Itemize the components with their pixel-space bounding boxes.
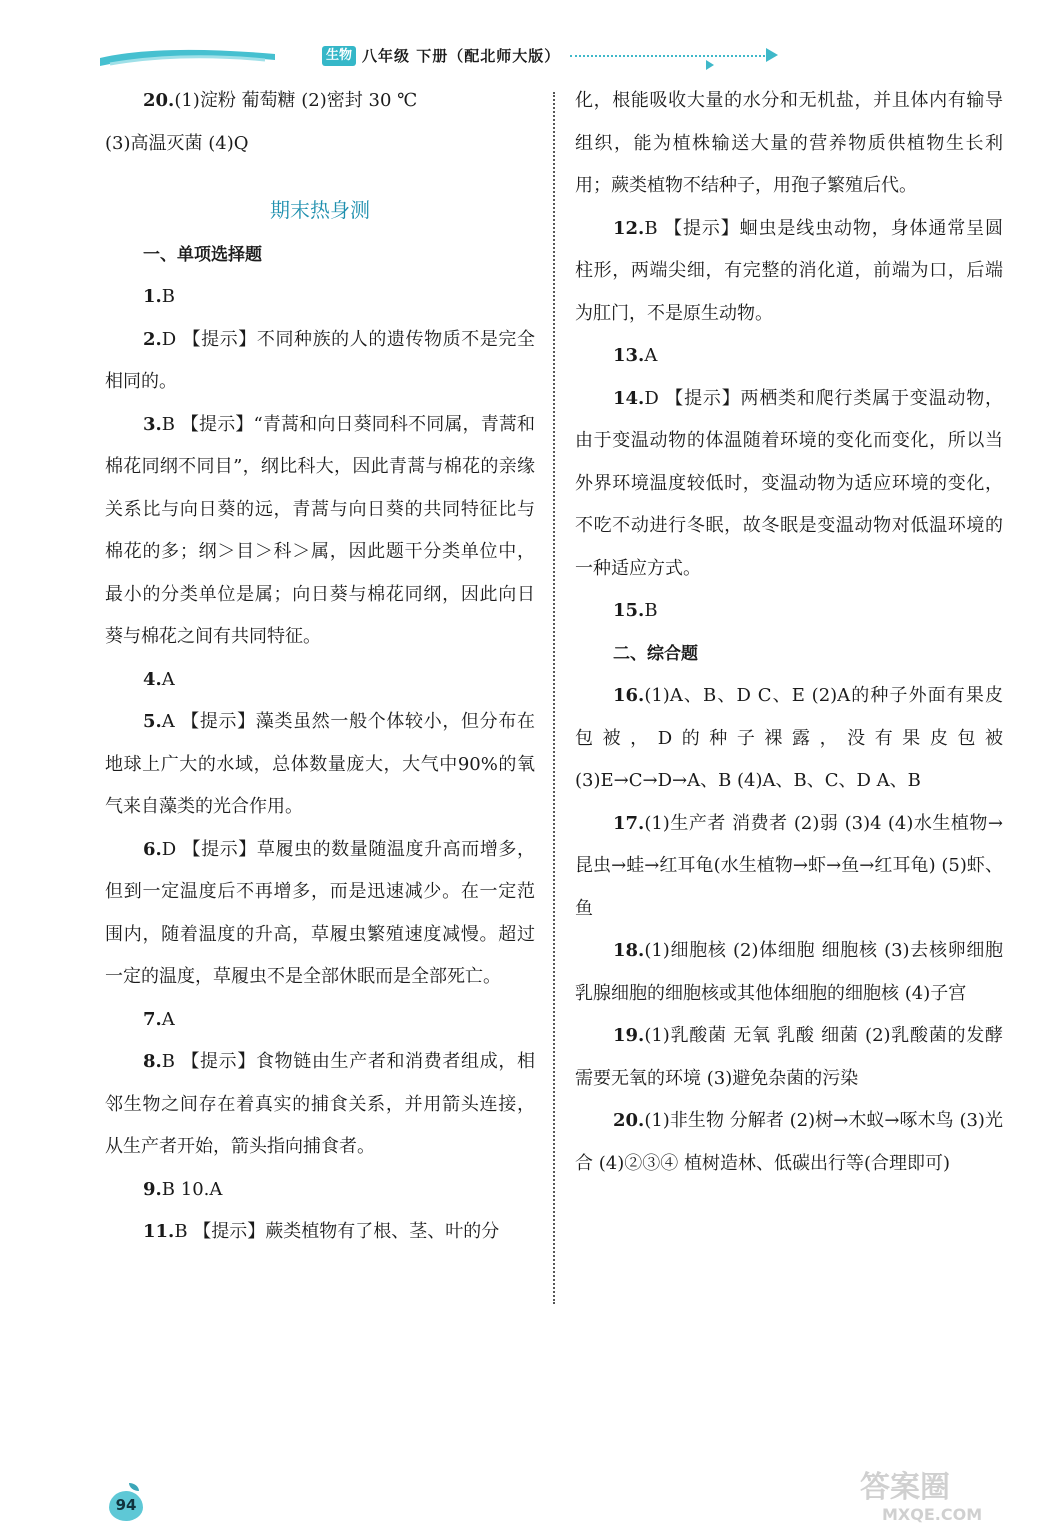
subject-badge: 生物 <box>322 46 356 66</box>
answer-20: 20.(1)非生物 分解者 (2)树→木蚁→啄木鸟 (3)光合 (4)②③④ 植树造林、低碳出行等(合理即可) <box>575 1110 1003 1174</box>
page-header <box>100 36 700 76</box>
question-number: 12. <box>613 217 645 239</box>
page-number: 94 <box>115 1496 137 1514</box>
question-number: 20. <box>143 90 175 111</box>
leaf-icon <box>129 1483 139 1491</box>
section-title: 期末热身测 <box>270 198 370 222</box>
answer-13: 13.A <box>613 345 658 366</box>
question-number: 14. <box>613 387 645 409</box>
question-number: 13. <box>613 345 645 366</box>
svg-text:答案圈: 答案圈 <box>860 1470 950 1505</box>
question-number: 1. <box>143 286 162 307</box>
answer-1: 1.B <box>143 286 176 307</box>
section-heading-comprehensive: 二、综合题 <box>613 643 698 664</box>
answer-3: 3.B 【提示】“青蒿和向日葵同科不同属，青蒿和棉花同纲不同目”，纲比科大，因此青蒿与棉花的亲缘关系比与向日葵的远，青蒿与向日葵的共同特征比与棉花的多；纲＞目＞科＞属，因此题干分类单位中，最小的分类单位是属；向日葵与棉花同纲，因此向日葵与棉花之间有共同特征。 <box>105 413 535 647</box>
question-number: 5. <box>143 711 162 732</box>
header-arrow-small-icon <box>706 60 714 70</box>
answer-11: 11.B 【提示】蕨类植物有了根、茎、叶的分 <box>143 1221 500 1242</box>
answer-20-prev: 20.(1)淀粉 葡萄糖 (2)密封 30 ℃ <box>143 90 418 111</box>
answer-7: 7.A <box>143 1008 175 1030</box>
answer-11-cont: 化，根能吸收大量的水分和无机盐，并且体内有输导组织，能为植株输送大量的营养物质供植物生长利用；蕨类植物不结种子，用孢子繁殖后代。 <box>575 90 1003 196</box>
left-column <box>105 80 535 1254</box>
question-number: 17. <box>613 812 645 834</box>
question-number: 2. <box>143 328 162 350</box>
answer-6: 6.D 【提示】草履虫的数量随温度升高而增多，但到一定温度后不再增多，而是迅速减少。在一定范围内，随着温度的升高，草履虫繁殖速度减慢。超过一定的温度，草履虫不是全部休眠而是全部死亡。 <box>105 838 535 987</box>
answer-14: 14.D 【提示】两栖类和爬行类属于变温动物，由于变温动物的体温随着环境的变化而变化，所以当外界环境温度较低时，变温动物为适应环境的变化，不吃不动进行冬眠，故冬眠是变温动物对低温环境的一种适应方式。 <box>575 387 1003 579</box>
question-number: 9. <box>143 1178 162 1200</box>
answer-17: 17.(1)生产者 消费者 (2)弱 (3)4 (4)水生植物→昆虫→蛙→红耳龟(水生植物→虾→鱼→红耳龟) (5)虾、鱼 <box>575 812 1003 919</box>
answer-15: 15.B <box>613 600 658 621</box>
watermark-logo <box>850 1465 1020 1525</box>
header-dotted-line <box>570 55 765 57</box>
header-swoosh-graphic <box>100 40 275 70</box>
answer-18: 18.(1)细胞核 (2)体细胞 细胞核 (3)去核卵细胞 乳腺细胞的细胞核或其他体细胞的细胞核 (4)子宫 <box>575 940 1003 1004</box>
answer-8: 8.B 【提示】食物链由生产者和消费者组成，相邻生物之间存在着真实的捕食关系，并用箭头连接，从生产者开始，箭头指向捕食者。 <box>105 1051 535 1157</box>
svg-text:MXQE.COM: MXQE.COM <box>882 1505 983 1524</box>
question-number: 7. <box>143 1008 162 1030</box>
question-number: 20. <box>613 1110 645 1131</box>
right-column <box>575 80 1003 1185</box>
question-number: 6. <box>143 838 162 860</box>
question-number: 15. <box>613 600 645 621</box>
question-number: 16. <box>613 685 645 706</box>
answer-16: 16.(1)A、B、D C、E (2)A的种子外面有果皮包被，D的种子裸露，没有果皮包被 (3)E→C→D→A、B (4)A、B、C、D A、B <box>575 685 1003 791</box>
answer-20-prev-cont: (3)高温灭菌 (4)Q <box>105 132 249 154</box>
answer-12: 12.B 【提示】蛔虫是线虫动物，身体通常呈圆柱形，两端尖细，有完整的消化道，前端为口，后端为肛门，不是原生动物。 <box>575 217 1003 324</box>
question-number: 4. <box>143 668 162 690</box>
question-number: 11. <box>143 1221 175 1242</box>
question-number: 3. <box>143 413 162 435</box>
answer-4: 4.A <box>143 668 175 690</box>
book-title: 八年级 下册（配北师大版） <box>362 47 561 65</box>
column-divider <box>553 92 555 1304</box>
page-number-badge <box>107 1487 147 1523</box>
question-number: 18. <box>613 940 645 961</box>
answer-5: 5.A 【提示】藻类虽然一般个体较小，但分布在地球上广大的水域，总体数量庞大，大气中90%的氧气来自藻类的光合作用。 <box>105 711 535 817</box>
answer-19: 19.(1)乳酸菌 无氧 乳酸 细菌 (2)乳酸菌的发酵需要无氧的环境 (3)避免杂菌的污染 <box>575 1025 1003 1089</box>
answer-9-10: 9.B 10.A <box>143 1178 223 1200</box>
question-number: 19. <box>613 1025 645 1046</box>
section-heading-single-choice: 一、单项选择题 <box>143 244 262 265</box>
answer-2: 2.D 【提示】不同种族的人的遗传物质不是完全相同的。 <box>105 328 535 392</box>
header-arrow-icon <box>766 48 778 62</box>
question-number: 8. <box>143 1051 162 1072</box>
